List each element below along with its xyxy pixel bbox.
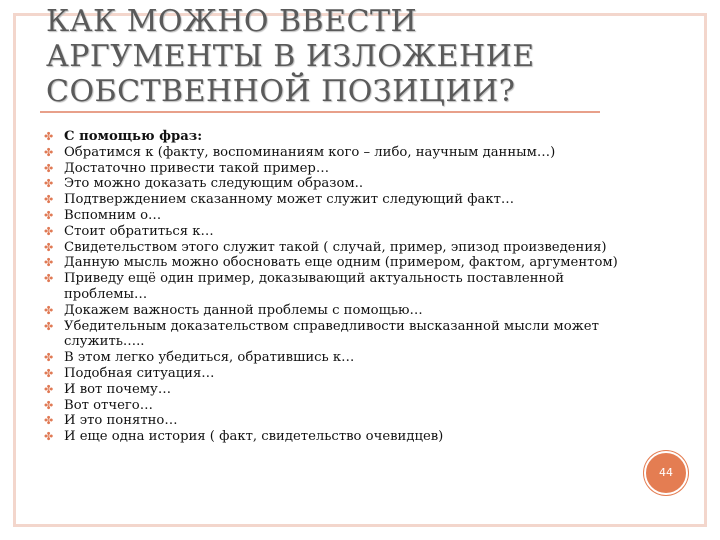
list-item-text: И еще одна история ( факт, свидетельство очевидцев) (64, 429, 444, 445)
list-item (44, 429, 644, 445)
list-item-text: Вспомним о… (64, 207, 162, 223)
list-item-text: С помощью фраз: (64, 129, 203, 144)
list-item-text: И это понятно… (64, 413, 178, 429)
list-item (44, 303, 644, 319)
list-item (44, 161, 644, 177)
list-item (44, 224, 644, 240)
list-item (44, 145, 644, 161)
list-item (44, 382, 644, 398)
list-item-text: Докажем важность данной проблемы с помощью… (64, 302, 423, 318)
title-line-2: АРГУМЕНТЫ В ИЗЛОЖЕНИЕ (46, 39, 535, 74)
quatrefoil-bullet-icon: ✤ (44, 351, 54, 365)
list-item-text: В этом легко убедиться, обратившись к… (64, 350, 355, 366)
list-item (44, 413, 644, 429)
quatrefoil-bullet-icon: ✤ (44, 177, 54, 191)
list-item (44, 129, 644, 145)
list-item-text: Подтверждением сказанному может служит следующий факт… (64, 192, 515, 208)
quatrefoil-bullet-icon: ✤ (44, 366, 54, 380)
list-item-text: Данную мысль можно обосновать еще одним (примером, фактом, аргументом) (64, 255, 618, 271)
quatrefoil-bullet-icon: ✤ (44, 382, 54, 396)
list-item (44, 240, 644, 256)
phrase-list (44, 129, 644, 445)
list-item-text: И вот почему… (64, 381, 172, 397)
quatrefoil-bullet-icon: ✤ (44, 240, 54, 254)
list-item-text: Стоит обратиться к… (64, 223, 214, 239)
list-item-text: Свидетельством этого служит такой ( случай, пример, эпизод произведения) (64, 239, 607, 255)
list-item-text: Подобная ситуация… (64, 365, 215, 381)
quatrefoil-bullet-icon: ✤ (44, 414, 54, 428)
title-line-3: СОБСТВЕННОЙ ПОЗИЦИИ? (46, 74, 516, 109)
quatrefoil-bullet-icon: ✤ (44, 224, 54, 238)
page-number-badge: 44 (644, 451, 688, 495)
list-item (44, 271, 644, 303)
quatrefoil-bullet-icon: ✤ (44, 430, 54, 444)
list-item-text: Убедительным доказательством справедливости высказанной мысли может служить….. (64, 318, 599, 350)
title-line-1: КАК МОЖНО ВВЕСТИ (46, 4, 418, 39)
list-item (44, 208, 644, 224)
title-underline (40, 111, 600, 113)
list-item-text: Достаточно привести такой пример… (64, 160, 330, 176)
quatrefoil-bullet-icon: ✤ (44, 130, 54, 143)
quatrefoil-bullet-icon: ✤ (44, 303, 54, 317)
quatrefoil-bullet-icon: ✤ (44, 193, 54, 207)
quatrefoil-bullet-icon: ✤ (44, 208, 54, 222)
quatrefoil-bullet-icon: ✤ (44, 161, 54, 175)
list-item (44, 176, 644, 192)
list-item (44, 398, 644, 414)
list-item (44, 366, 644, 382)
list-item (44, 255, 644, 271)
list-item-text: Приведу ещё один пример, доказывающий актуальность поставленной проблемы… (64, 271, 565, 302)
list-item (44, 192, 644, 208)
list-item-text: Вот отчего… (64, 397, 153, 413)
quatrefoil-bullet-icon: ✤ (44, 272, 54, 286)
list-item (44, 319, 644, 351)
list-item (44, 350, 644, 366)
quatrefoil-bullet-icon: ✤ (44, 319, 54, 333)
slide-title (46, 4, 686, 109)
quatrefoil-bullet-icon: ✤ (44, 256, 54, 270)
quatrefoil-bullet-icon: ✤ (44, 145, 54, 159)
list-item-text: Обратимся к (факту, воспоминаниям кого – либо, научным данным…) (64, 144, 556, 160)
quatrefoil-bullet-icon: ✤ (44, 398, 54, 412)
list-item-text: Это можно доказать следующим образом.. (64, 176, 364, 192)
